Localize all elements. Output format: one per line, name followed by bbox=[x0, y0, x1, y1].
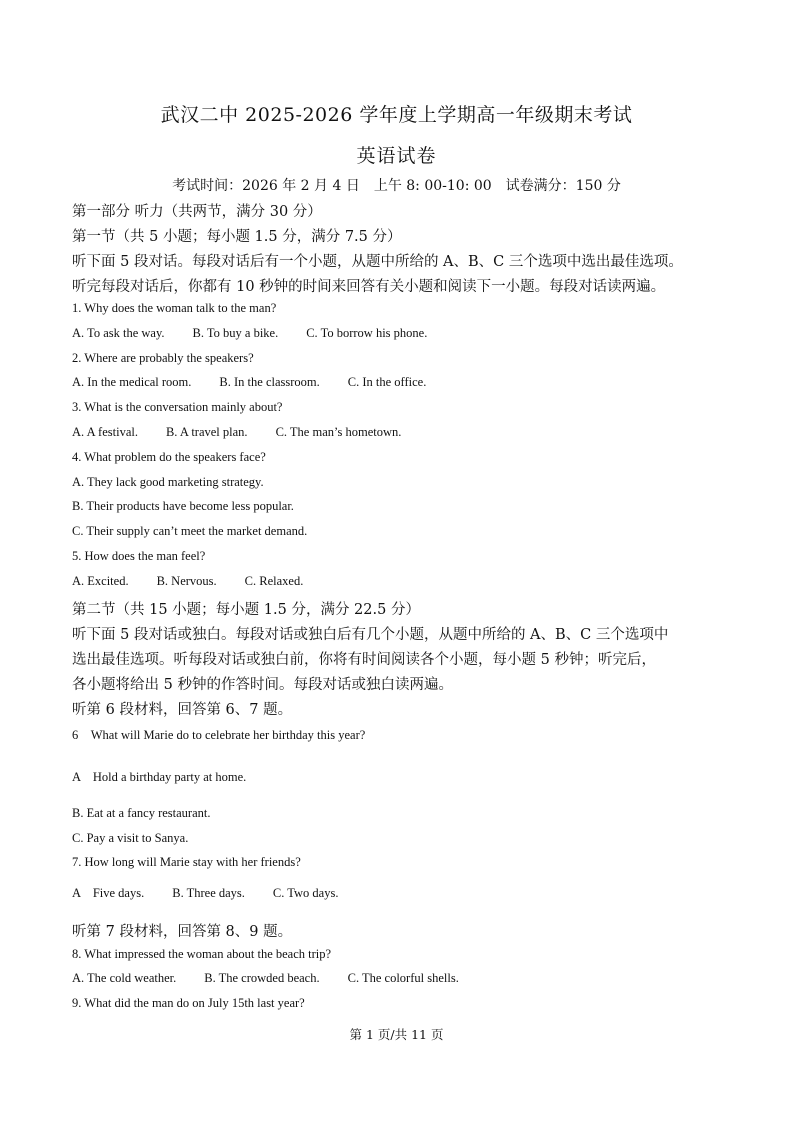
section2-instruction-2: 选出最佳选项。听每段对话或独白前，你将有时间阅读各个小题，每小题 5 秒钟；听完后， bbox=[72, 652, 656, 668]
option-a: A. A festival. bbox=[72, 425, 138, 439]
option-b: B. A travel plan. bbox=[165, 425, 248, 439]
question-7: 7. How long will Marie stay with her friends? bbox=[72, 855, 301, 869]
option-b: B. The crowded beach. bbox=[204, 971, 320, 985]
question-4: 4. What problem do the speakers face? bbox=[72, 450, 266, 464]
option-c: C. The colorful shells. bbox=[347, 971, 459, 985]
question-7-options bbox=[72, 883, 338, 901]
section1-heading: 第一节（共 5 小题；每小题 1.5 分，满分 7.5 分） bbox=[72, 229, 402, 245]
question-4-option-a: A. They lack good marketing strategy. bbox=[72, 475, 264, 489]
question-8-options bbox=[72, 971, 459, 986]
section2-instruction-3: 各小题将给出 5 秒钟的作答时间。每段对话或独白读两遍。 bbox=[72, 677, 453, 693]
question-9: 9. What did the man do on July 15th last year? bbox=[72, 996, 305, 1010]
section2-heading: 第二节（共 15 小题；每小题 1.5 分，满分 22.5 分） bbox=[72, 602, 420, 618]
option-a: A. To ask the way. bbox=[72, 326, 165, 340]
option-c: C. The man’s hometown. bbox=[275, 425, 402, 439]
question-1-options bbox=[72, 326, 427, 341]
material-6-heading: 听第 6 段材料，回答第 6、7 题。 bbox=[72, 702, 293, 718]
option-a: A. In the medical room. bbox=[72, 375, 192, 389]
question-6-option-a: A Hold a birthday party at home. bbox=[72, 770, 247, 784]
question-6-option-b: B. Eat at a fancy restaurant. bbox=[72, 806, 211, 820]
section1-instruction-1: 听下面 5 段对话。每段对话后有一个小题，从题中所给的 A、B、C 三个选项中选出最佳选项。 bbox=[72, 254, 683, 270]
option-b: B. Three days. bbox=[172, 886, 245, 900]
question-8: 8. What impressed the woman about the beach trip? bbox=[72, 947, 332, 961]
option-a: A. The cold weather. bbox=[72, 971, 177, 985]
exam-info: 考试时间：2026 年 2 月 4 日 上午 8: 00-10: 00 试卷满分：150 分 bbox=[172, 178, 621, 194]
section1-instruction-2: 听完每段对话后，你都有 10 秒钟的时间来回答有关小题和阅读下一小题。每段对话读两遍。 bbox=[72, 279, 666, 295]
question-5-options bbox=[72, 574, 303, 589]
exam-title: 武汉二中 2025-2026 学年度上学期高一年级期末考试 bbox=[160, 104, 633, 126]
question-3: 3. What is the conversation mainly about? bbox=[72, 400, 283, 414]
question-4-option-b: B. Their products have become less popular. bbox=[72, 499, 294, 513]
option-a: A. Excited. bbox=[72, 574, 129, 588]
question-6: 6 What will Marie do to celebrate her birthday this year? bbox=[72, 728, 366, 742]
option-c: C. In the office. bbox=[347, 375, 427, 389]
option-b: B. To buy a bike. bbox=[192, 326, 279, 340]
option-c: C. To borrow his phone. bbox=[306, 326, 428, 340]
option-b: B. Nervous. bbox=[156, 574, 217, 588]
question-5: 5. How does the man feel? bbox=[72, 549, 206, 563]
question-3-options bbox=[72, 425, 401, 440]
option-a: A Five days. bbox=[72, 886, 145, 900]
section2-instruction-1: 听下面 5 段对话或独白。每段对话或独白后有几个小题，从题中所给的 A、B、C 三个选项中 bbox=[72, 627, 669, 643]
page-number: 第 1 页/共 11 页 bbox=[349, 1027, 444, 1042]
question-1: 1. Why does the woman talk to the man? bbox=[72, 301, 277, 315]
material-7-heading: 听第 7 段材料，回答第 8、9 题。 bbox=[72, 924, 293, 940]
question-6-option-c: C. Pay a visit to Sanya. bbox=[72, 831, 189, 845]
option-c: C. Two days. bbox=[272, 886, 339, 900]
question-2-options bbox=[72, 375, 426, 390]
option-b: B. In the classroom. bbox=[219, 375, 320, 389]
question-4-option-c: C. Their supply can’t meet the market demand. bbox=[72, 524, 308, 538]
option-c: C. Relaxed. bbox=[244, 574, 304, 588]
question-2: 2. Where are probably the speakers? bbox=[72, 351, 254, 365]
exam-subtitle: 英语试卷 bbox=[356, 145, 437, 167]
part1-heading: 第一部分 听力（共两节，满分 30 分） bbox=[72, 204, 322, 220]
